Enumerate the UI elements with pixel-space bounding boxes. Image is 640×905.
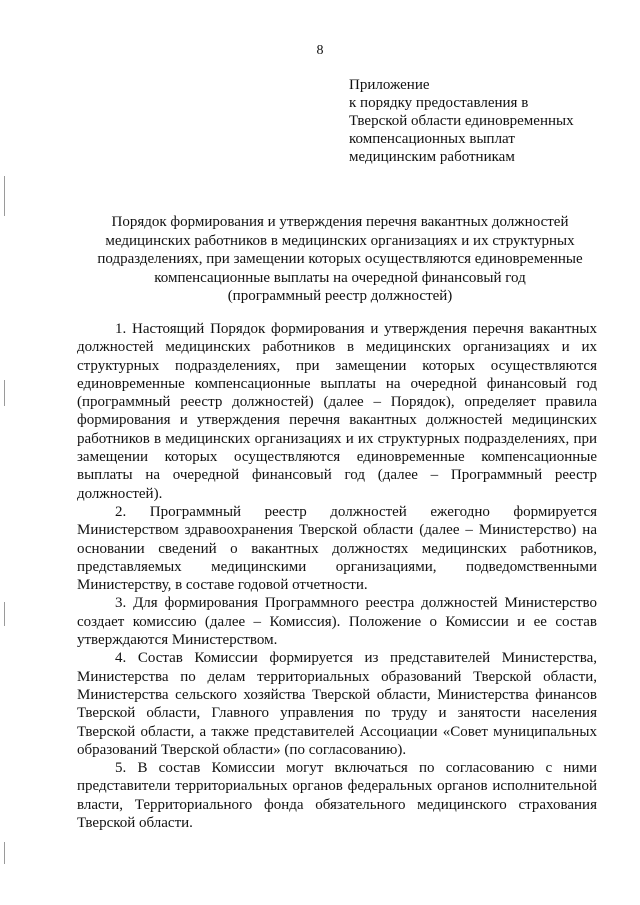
title-line: компенсационные выплаты на очередной финансовый год xyxy=(154,269,526,286)
appendix-header xyxy=(349,76,619,166)
document-title xyxy=(70,213,610,306)
paragraph-2: 2. Программный реестр должностей ежегодно формируется Министерством здравоохранения Тверской области (далее – Министерство) на основании сведений о вакантных должностях медицинских работников, представляемых медицинскими организациями, подведомственными Министерству, в составе годовой отчетности. xyxy=(77,503,597,594)
document-body xyxy=(77,320,597,832)
appendix-line: компенсационных выплат xyxy=(349,131,515,147)
page-number: 8 xyxy=(316,43,324,58)
scan-mark xyxy=(4,602,5,626)
paragraph-5: 5. В состав Комиссии могут включаться по согласованию с ними представители территориальных органов федеральных органов исполнительной власти, Территориального фонда обязательного медицинского страхования Тверской области. xyxy=(77,760,597,832)
paragraph-3: 3. Для формирования Программного реестра должностей Министерство создает комиссию (далее – Комиссия). Положение о Комиссии и ее состав утверждаются Министерством. xyxy=(77,595,597,649)
title-line: подразделениях, при замещении которых осуществляются единовременные xyxy=(97,251,583,268)
title-line: медицинских работников в медицинских организациях и их структурных xyxy=(105,232,575,249)
scan-mark xyxy=(4,176,5,216)
scan-margin-marks xyxy=(2,0,8,905)
appendix-line: к порядку предоставления в xyxy=(349,95,529,111)
scan-mark xyxy=(4,380,5,406)
paragraph-1: 1. Настоящий Порядок формирования и утверждения перечня вакантных должностей медицинских работников в медицинских организациях и их структурных подразделениях, при замещении которых осуществляются единовременные компенсационные выплаты на очередной финансовый год (программный реестр должностей) (далее – Порядок), определяет правила формирования и утверждения перечня вакантных должностей медицинских работников в медицинских организациях и их структурных подразделениях, при замещении которых осуществляются единовременные компенсационные выплаты на очередной финансовый год (далее – Программный реестр должностей). xyxy=(77,321,597,502)
appendix-line: Приложение xyxy=(349,77,430,93)
title-line: Порядок формирования и утверждения перечня вакантных должностей xyxy=(111,214,569,230)
paragraph-4: 4. Состав Комиссии формируется из представителей Министерства, Министерства по делам территориальных образований Тверской области, Министерства сельского хозяйства Тверской области, Министерства финансов Тверской области, Главного управления по труду и занятости населения Тверской области, а также представителей Ассоциации «Совет муниципальных образований Тверской области» (по согласованию). xyxy=(77,650,597,758)
scan-mark xyxy=(4,842,5,864)
appendix-line: Тверской области единовременных xyxy=(349,113,574,129)
title-line: (программный реестр должностей) xyxy=(227,288,453,305)
appendix-line: медицинским работникам xyxy=(349,149,515,165)
